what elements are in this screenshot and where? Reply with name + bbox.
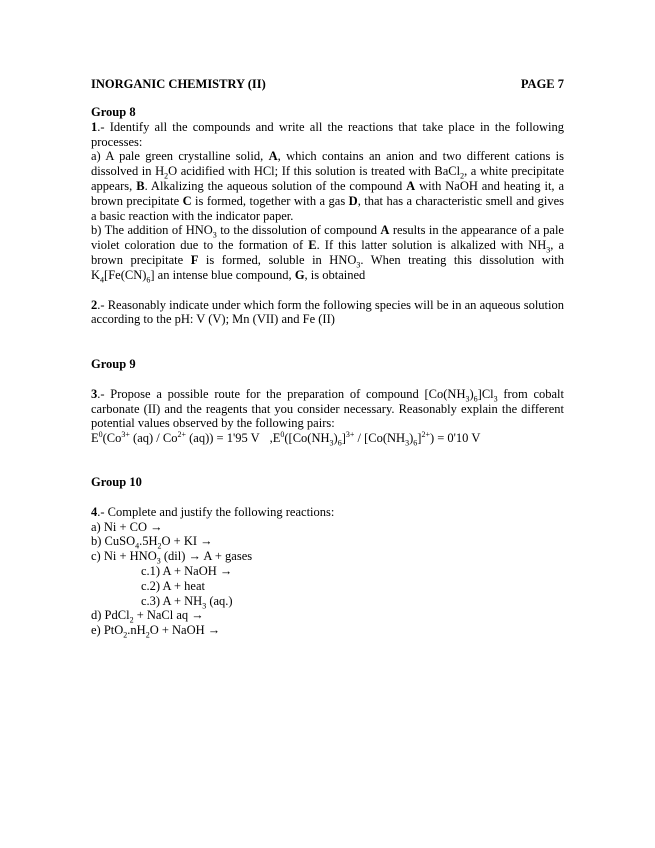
text-fragment: 3 bbox=[493, 394, 498, 404]
text-fragment: F bbox=[190, 252, 199, 267]
text-fragment: a) A pale green crystalline solid, bbox=[91, 149, 269, 164]
course-title: INORGANIC CHEMISTRY (II) bbox=[91, 77, 266, 91]
text-fragment: (aq)) = 1'95 V bbox=[185, 431, 260, 446]
reaction-c bbox=[91, 549, 564, 564]
reaction-c1: c.1) A + NaOH → bbox=[141, 563, 233, 578]
text-fragment: .nH bbox=[127, 623, 146, 638]
group-10-heading: Group 10 bbox=[91, 475, 142, 489]
reaction-e bbox=[91, 623, 564, 638]
text-fragment: , a white precipitate appears, bbox=[91, 164, 564, 193]
group-8-heading: Group 8 bbox=[91, 105, 136, 119]
text-fragment: E bbox=[91, 431, 99, 446]
reaction-b bbox=[91, 534, 564, 549]
text-fragment: ] an intense blue compound, bbox=[150, 267, 295, 282]
question-4-number: 4 bbox=[91, 504, 98, 519]
text-fragment: 0 bbox=[280, 430, 285, 440]
text-fragment: ) bbox=[469, 386, 474, 401]
text-fragment: D bbox=[348, 193, 358, 208]
reaction-c3 bbox=[91, 594, 564, 609]
text-fragment: ) bbox=[333, 431, 338, 446]
text-fragment: (aq) / Co bbox=[129, 431, 178, 446]
group-9-heading: Group 9 bbox=[91, 357, 136, 371]
group-8-section bbox=[91, 105, 564, 327]
text-fragment: . Alkalizing the aqueous solution of the compound bbox=[144, 178, 407, 193]
text-fragment: O + NaOH → bbox=[149, 623, 221, 638]
text-fragment: , is obtained bbox=[304, 267, 366, 282]
text-fragment: O acidified with HCl; If this solution is treated with BaCl bbox=[168, 164, 461, 179]
text-fragment: 2 bbox=[164, 171, 169, 181]
group-9-section bbox=[91, 357, 564, 446]
text-fragment: ) = 0'10 V bbox=[429, 431, 481, 446]
text-fragment: 3 bbox=[156, 556, 161, 566]
text-fragment: 6 bbox=[146, 275, 151, 285]
text-fragment: / [Co(NH bbox=[354, 431, 406, 446]
question-1-number: 1 bbox=[91, 119, 98, 134]
text-fragment: , which contains an anion and two different cations is dissolved in H bbox=[91, 149, 565, 179]
page-number: PAGE 7 bbox=[520, 77, 564, 91]
text-fragment: to the dissolution of compound bbox=[216, 223, 381, 238]
text-fragment: (aq.) bbox=[206, 593, 233, 608]
text-fragment: 2+ bbox=[177, 430, 186, 440]
text-fragment: from cobalt carbonate (II) and the reagents that you consider necessary. Reasonably explain the different potential values observed by the following pairs: bbox=[91, 386, 564, 431]
text-fragment: B bbox=[136, 178, 145, 193]
text-fragment: , that has a characteristic smell and gives a basic reaction with the indicator paper. bbox=[91, 193, 564, 223]
text-fragment: 2 bbox=[145, 630, 150, 640]
text-fragment: 2 bbox=[129, 615, 134, 625]
text-fragment: is formed, soluble in HNO bbox=[198, 252, 357, 267]
text-fragment: 3+ bbox=[345, 430, 355, 440]
text-fragment: d) PdCl bbox=[91, 608, 130, 623]
text-fragment: A bbox=[268, 149, 278, 164]
text-fragment: ([Co(NH bbox=[284, 431, 330, 446]
text-fragment: with NaOH and heating it, a brown precipitate bbox=[91, 178, 565, 208]
text-fragment: 4 bbox=[100, 275, 105, 285]
text-fragment: c) Ni + HNO bbox=[91, 549, 157, 564]
text-fragment: 2 bbox=[157, 541, 162, 551]
text-fragment: 3+ bbox=[121, 430, 130, 440]
text-fragment: b) The addition of HNO bbox=[91, 223, 213, 238]
text-fragment: 2 bbox=[460, 171, 465, 181]
text-fragment: ,E bbox=[269, 431, 281, 446]
text-fragment: .- Complete and justify the following reactions: bbox=[97, 504, 335, 519]
text-fragment: ] bbox=[341, 431, 346, 446]
question-3-number: 3 bbox=[91, 386, 98, 401]
text-fragment: 3 bbox=[405, 438, 410, 448]
text-fragment: 6 bbox=[473, 394, 478, 404]
question-2-number: 2 bbox=[91, 297, 98, 312]
reaction-a: a) Ni + CO → bbox=[91, 519, 163, 534]
text-fragment: results in the appearance of a pale violet coloration due to the formation of bbox=[91, 223, 564, 253]
text-fragment: 2+ bbox=[421, 430, 430, 440]
text-fragment: 6 bbox=[413, 438, 418, 448]
question-2 bbox=[91, 298, 564, 328]
text-fragment: is formed, together with a gas bbox=[191, 193, 349, 208]
text-fragment: A bbox=[380, 223, 390, 238]
text-fragment: A bbox=[406, 178, 416, 193]
question-3 bbox=[91, 387, 564, 431]
text-fragment: [Fe(CN) bbox=[104, 267, 147, 282]
text-fragment: .5H bbox=[139, 534, 158, 549]
text-fragment: (Co bbox=[102, 431, 122, 446]
text-fragment: ) bbox=[409, 431, 414, 446]
text-fragment: 4 bbox=[135, 541, 140, 551]
text-fragment: b) CuSO bbox=[91, 534, 136, 549]
text-fragment: 2 bbox=[123, 630, 128, 640]
text-fragment: 3 bbox=[202, 601, 207, 611]
question-4-intro bbox=[91, 505, 564, 520]
text-fragment: 0 bbox=[98, 430, 103, 440]
text-fragment: e) PtO bbox=[91, 623, 124, 638]
potential-pairs bbox=[91, 431, 564, 446]
page-header bbox=[91, 77, 564, 92]
text-fragment: O + KI → bbox=[161, 534, 213, 549]
text-fragment: 3 bbox=[546, 245, 551, 255]
text-fragment: 3 bbox=[465, 394, 470, 404]
text-fragment: c.3) A + NH bbox=[141, 593, 203, 608]
reaction-c2: c.2) A + heat bbox=[141, 578, 205, 593]
group-10-section bbox=[91, 475, 564, 638]
question-1b bbox=[91, 223, 565, 285]
question-1a bbox=[91, 149, 564, 223]
text-fragment: ]Cl bbox=[477, 386, 494, 401]
text-fragment: E bbox=[308, 238, 317, 253]
text-fragment: C bbox=[182, 193, 192, 208]
text-fragment: .- Propose a possible route for the preparation of compound [Co(NH bbox=[97, 386, 466, 401]
text-fragment: . If this latter solution is alkalized with NH bbox=[316, 238, 547, 253]
text-fragment: G bbox=[294, 267, 305, 282]
text-fragment: 3 bbox=[329, 438, 334, 448]
text-fragment: . When treating this dissolution with K bbox=[91, 252, 565, 282]
text-fragment: ] bbox=[417, 431, 422, 446]
text-fragment: , a brown precipitate bbox=[91, 238, 564, 267]
reaction-d bbox=[91, 608, 564, 623]
text-fragment: 6 bbox=[337, 438, 342, 448]
text-fragment: .- Reasonably indicate under which form the following species will be in an aqueous solution according to the pH: V (V); Mn (VII) and Fe (II) bbox=[91, 297, 564, 327]
text-fragment: .- Identify all the compounds and write all the reactions that take place in the following processes: bbox=[91, 119, 564, 149]
text-fragment: 3 bbox=[356, 260, 361, 270]
text-fragment: + NaCl aq → bbox=[133, 608, 204, 623]
text-fragment: 3 bbox=[212, 230, 217, 240]
question-1-intro bbox=[91, 120, 564, 150]
text-fragment: (dil) → A + gases bbox=[160, 549, 253, 564]
